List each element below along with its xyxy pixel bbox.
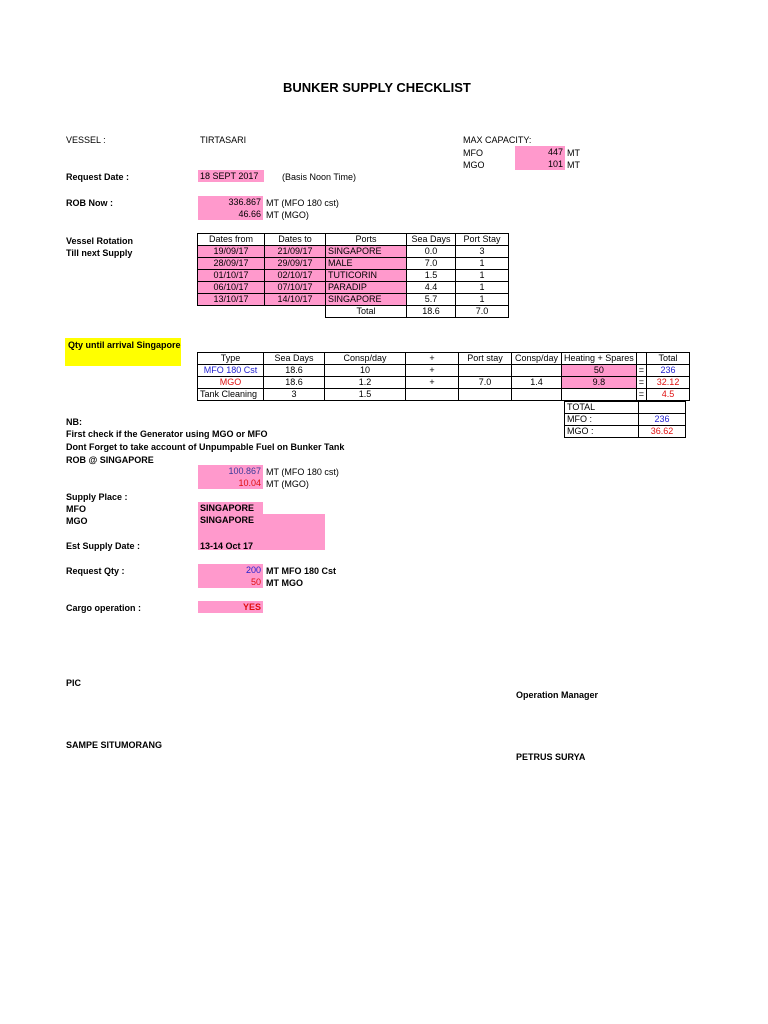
cell-consp-2 bbox=[512, 389, 562, 401]
max-mgo-unit: MT bbox=[567, 160, 580, 170]
rotation-label-2: Till next Supply bbox=[66, 248, 133, 258]
header-type: Type bbox=[198, 353, 264, 365]
cell-sea: 18.6 bbox=[264, 377, 325, 389]
header-port-stay: Port Stay bbox=[456, 234, 509, 246]
rob-sg-mfo-unit: MT (MFO 180 cst) bbox=[266, 467, 339, 477]
request-date-label: Request Date : bbox=[66, 172, 130, 182]
cell-from: 13/10/17 bbox=[198, 294, 265, 306]
header-total: Total bbox=[647, 353, 690, 365]
rob-sg-mgo: 10.04 bbox=[198, 477, 263, 489]
cell-consp: 1.5 bbox=[325, 389, 406, 401]
max-mfo-unit: MT bbox=[567, 148, 580, 158]
cell-to: 14/10/17 bbox=[265, 294, 326, 306]
max-mgo-label: MGO bbox=[463, 160, 485, 170]
cell-from: 06/10/17 bbox=[198, 282, 265, 294]
cell-sea: 1.5 bbox=[407, 270, 456, 282]
qty-label: Qty until arrival Singapore bbox=[65, 338, 181, 366]
manager-name: PETRUS SURYA bbox=[516, 752, 586, 762]
rob-now-mgo: 46.66 bbox=[198, 208, 263, 220]
pic-label: PIC bbox=[66, 678, 82, 688]
cell-type: Tank Cleaning bbox=[198, 389, 264, 401]
total-summary bbox=[564, 401, 686, 438]
cell-sea: 4.4 bbox=[407, 282, 456, 294]
table-row bbox=[198, 282, 509, 294]
cell-stay: 7.0 bbox=[459, 377, 512, 389]
header-sea-days: Sea Days bbox=[407, 234, 456, 246]
table-row bbox=[198, 246, 509, 258]
cell-stay: 1 bbox=[456, 258, 509, 270]
rob-now-label: ROB Now : bbox=[66, 198, 113, 208]
blank-cell bbox=[198, 306, 265, 318]
cell-eq: = bbox=[636, 389, 646, 401]
supply-mgo-value: SINGAPORE bbox=[198, 514, 325, 526]
total-label: Total bbox=[326, 306, 407, 318]
max-mfo-label: MFO bbox=[463, 148, 483, 158]
cell-type: MGO bbox=[198, 377, 264, 389]
cell-heating bbox=[562, 389, 637, 401]
cell-port: MALE bbox=[326, 258, 407, 270]
summary-mgo-row bbox=[565, 426, 686, 438]
header-dates-to: Dates to bbox=[265, 234, 326, 246]
est-supply-label: Est Supply Date : bbox=[66, 541, 141, 551]
est-supply-value: 13-14 Oct 17 bbox=[200, 541, 254, 551]
request-qty-mfo: 200 bbox=[198, 564, 263, 576]
cell-heating: 50 bbox=[562, 365, 637, 377]
cell-consp: 10 bbox=[325, 365, 406, 377]
header-dates-from: Dates from bbox=[198, 234, 265, 246]
max-mfo-value: 447 bbox=[515, 146, 565, 158]
header-heating: Heating + Spares bbox=[562, 353, 637, 365]
header-eq bbox=[636, 353, 646, 365]
cell-sea: 18.6 bbox=[264, 365, 325, 377]
cell-port: SINGAPORE bbox=[326, 294, 407, 306]
summary-mfo-row bbox=[565, 414, 686, 426]
supply-mfo-label: MFO bbox=[66, 504, 86, 514]
summary-total-label: TOTAL bbox=[565, 402, 639, 414]
header-port-stay: Port stay bbox=[459, 353, 512, 365]
cell-stay: 1 bbox=[456, 294, 509, 306]
request-qty-label: Request Qty : bbox=[66, 566, 125, 576]
max-capacity-label: MAX CAPACITY: bbox=[463, 135, 532, 145]
rob-singapore-label: ROB @ SINGAPORE bbox=[66, 455, 154, 465]
cell-from: 19/09/17 bbox=[198, 246, 265, 258]
qty-table bbox=[197, 352, 690, 401]
cell-eq: = bbox=[636, 365, 646, 377]
vessel-value: TIRTASARI bbox=[200, 135, 247, 145]
cell-from: 01/10/17 bbox=[198, 270, 265, 282]
total-stay: 7.0 bbox=[456, 306, 509, 318]
rotation-header-row bbox=[198, 234, 509, 246]
cell-sea: 7.0 bbox=[407, 258, 456, 270]
cell-type: MFO 180 Cst bbox=[198, 365, 264, 377]
rob-sg-mgo-unit: MT (MGO) bbox=[266, 479, 309, 489]
cell-stay bbox=[459, 365, 512, 377]
rob-now-mgo-unit: MT (MGO) bbox=[266, 210, 309, 220]
cell-port: PARADIP bbox=[326, 282, 407, 294]
cell-plus: + bbox=[406, 377, 459, 389]
request-qty-mfo-unit: MT MFO 180 Cst bbox=[266, 566, 337, 576]
cell-stay bbox=[459, 389, 512, 401]
cell-plus: + bbox=[406, 365, 459, 377]
request-qty-mgo: 50 bbox=[198, 576, 263, 588]
cell-sea: 0.0 bbox=[407, 246, 456, 258]
cell-stay: 1 bbox=[456, 282, 509, 294]
rotation-table bbox=[197, 233, 509, 318]
note-line-1: First check if the Generator using MGO or MFO bbox=[66, 429, 268, 439]
request-qty-mgo-unit: MT MGO bbox=[266, 578, 303, 588]
cell-consp-2: 1.4 bbox=[512, 377, 562, 389]
cell-sea: 5.7 bbox=[407, 294, 456, 306]
summary-header-row bbox=[565, 402, 686, 414]
cell-total: 32.12 bbox=[647, 377, 690, 389]
cell-stay: 1 bbox=[456, 270, 509, 282]
table-row bbox=[198, 294, 509, 306]
cargo-label: Cargo operation : bbox=[66, 603, 142, 613]
supply-mfo-value: SINGAPORE bbox=[198, 502, 263, 514]
cell-plus bbox=[406, 389, 459, 401]
summary-mfo-value: 236 bbox=[639, 414, 686, 426]
table-row bbox=[198, 258, 509, 270]
cell-heating: 9.8 bbox=[562, 377, 637, 389]
rob-now-mfo-unit: MT (MFO 180 cst) bbox=[266, 198, 339, 208]
table-row bbox=[198, 270, 509, 282]
blank-cell bbox=[265, 306, 326, 318]
cell-total: 236 bbox=[647, 365, 690, 377]
rotation-label: Vessel Rotation bbox=[66, 236, 134, 246]
summary-mgo-label: MGO : bbox=[565, 426, 639, 438]
rob-sg-mfo: 100.867 bbox=[198, 465, 263, 477]
cell-to: 21/09/17 bbox=[265, 246, 326, 258]
blank-cell bbox=[639, 402, 686, 414]
table-row bbox=[198, 389, 690, 401]
header-consp-2: Consp/day bbox=[512, 353, 562, 365]
header-ports: Ports bbox=[326, 234, 407, 246]
cell-consp: 1.2 bbox=[325, 377, 406, 389]
table-row bbox=[198, 365, 690, 377]
cell-from: 28/09/17 bbox=[198, 258, 265, 270]
cell-consp-2 bbox=[512, 365, 562, 377]
rob-now-mfo: 336.867 bbox=[198, 196, 263, 208]
header-consp: Consp/day bbox=[325, 353, 406, 365]
cell-to: 02/10/17 bbox=[265, 270, 326, 282]
note-line-2: Dont Forget to take account of Unpumpable Fuel on Bunker Tank bbox=[66, 442, 345, 452]
qty-header-row bbox=[198, 353, 690, 365]
cell-sea: 3 bbox=[264, 389, 325, 401]
cell-port: TUTICORIN bbox=[326, 270, 407, 282]
total-sea: 18.6 bbox=[407, 306, 456, 318]
cell-port: SINGAPORE bbox=[326, 246, 407, 258]
request-date-value: 18 SEPT 2017 bbox=[198, 170, 264, 182]
page-title: BUNKER SUPPLY CHECKLIST bbox=[283, 80, 471, 95]
cell-eq: = bbox=[636, 377, 646, 389]
summary-mfo-label: MFO : bbox=[565, 414, 639, 426]
cell-to: 07/10/17 bbox=[265, 282, 326, 294]
cell-stay: 3 bbox=[456, 246, 509, 258]
supply-place-label: Supply Place : bbox=[66, 492, 128, 502]
cell-total: 4.5 bbox=[647, 389, 690, 401]
table-row bbox=[198, 377, 690, 389]
manager-label: Operation Manager bbox=[516, 690, 599, 700]
cargo-value: YES bbox=[198, 601, 263, 613]
request-date-note: (Basis Noon Time) bbox=[282, 172, 357, 182]
pic-name: SAMPE SITUMORANG bbox=[66, 740, 163, 750]
header-sea-days: Sea Days bbox=[264, 353, 325, 365]
cell-to: 29/09/17 bbox=[265, 258, 326, 270]
max-mgo-value: 101 bbox=[515, 158, 565, 170]
nb-label: NB: bbox=[66, 417, 82, 427]
header-plus: + bbox=[406, 353, 459, 365]
rotation-total-row bbox=[198, 306, 509, 318]
vessel-label: VESSEL : bbox=[66, 135, 106, 145]
summary-mgo-value: 36.62 bbox=[639, 426, 686, 438]
supply-mgo-label: MGO bbox=[66, 516, 88, 526]
